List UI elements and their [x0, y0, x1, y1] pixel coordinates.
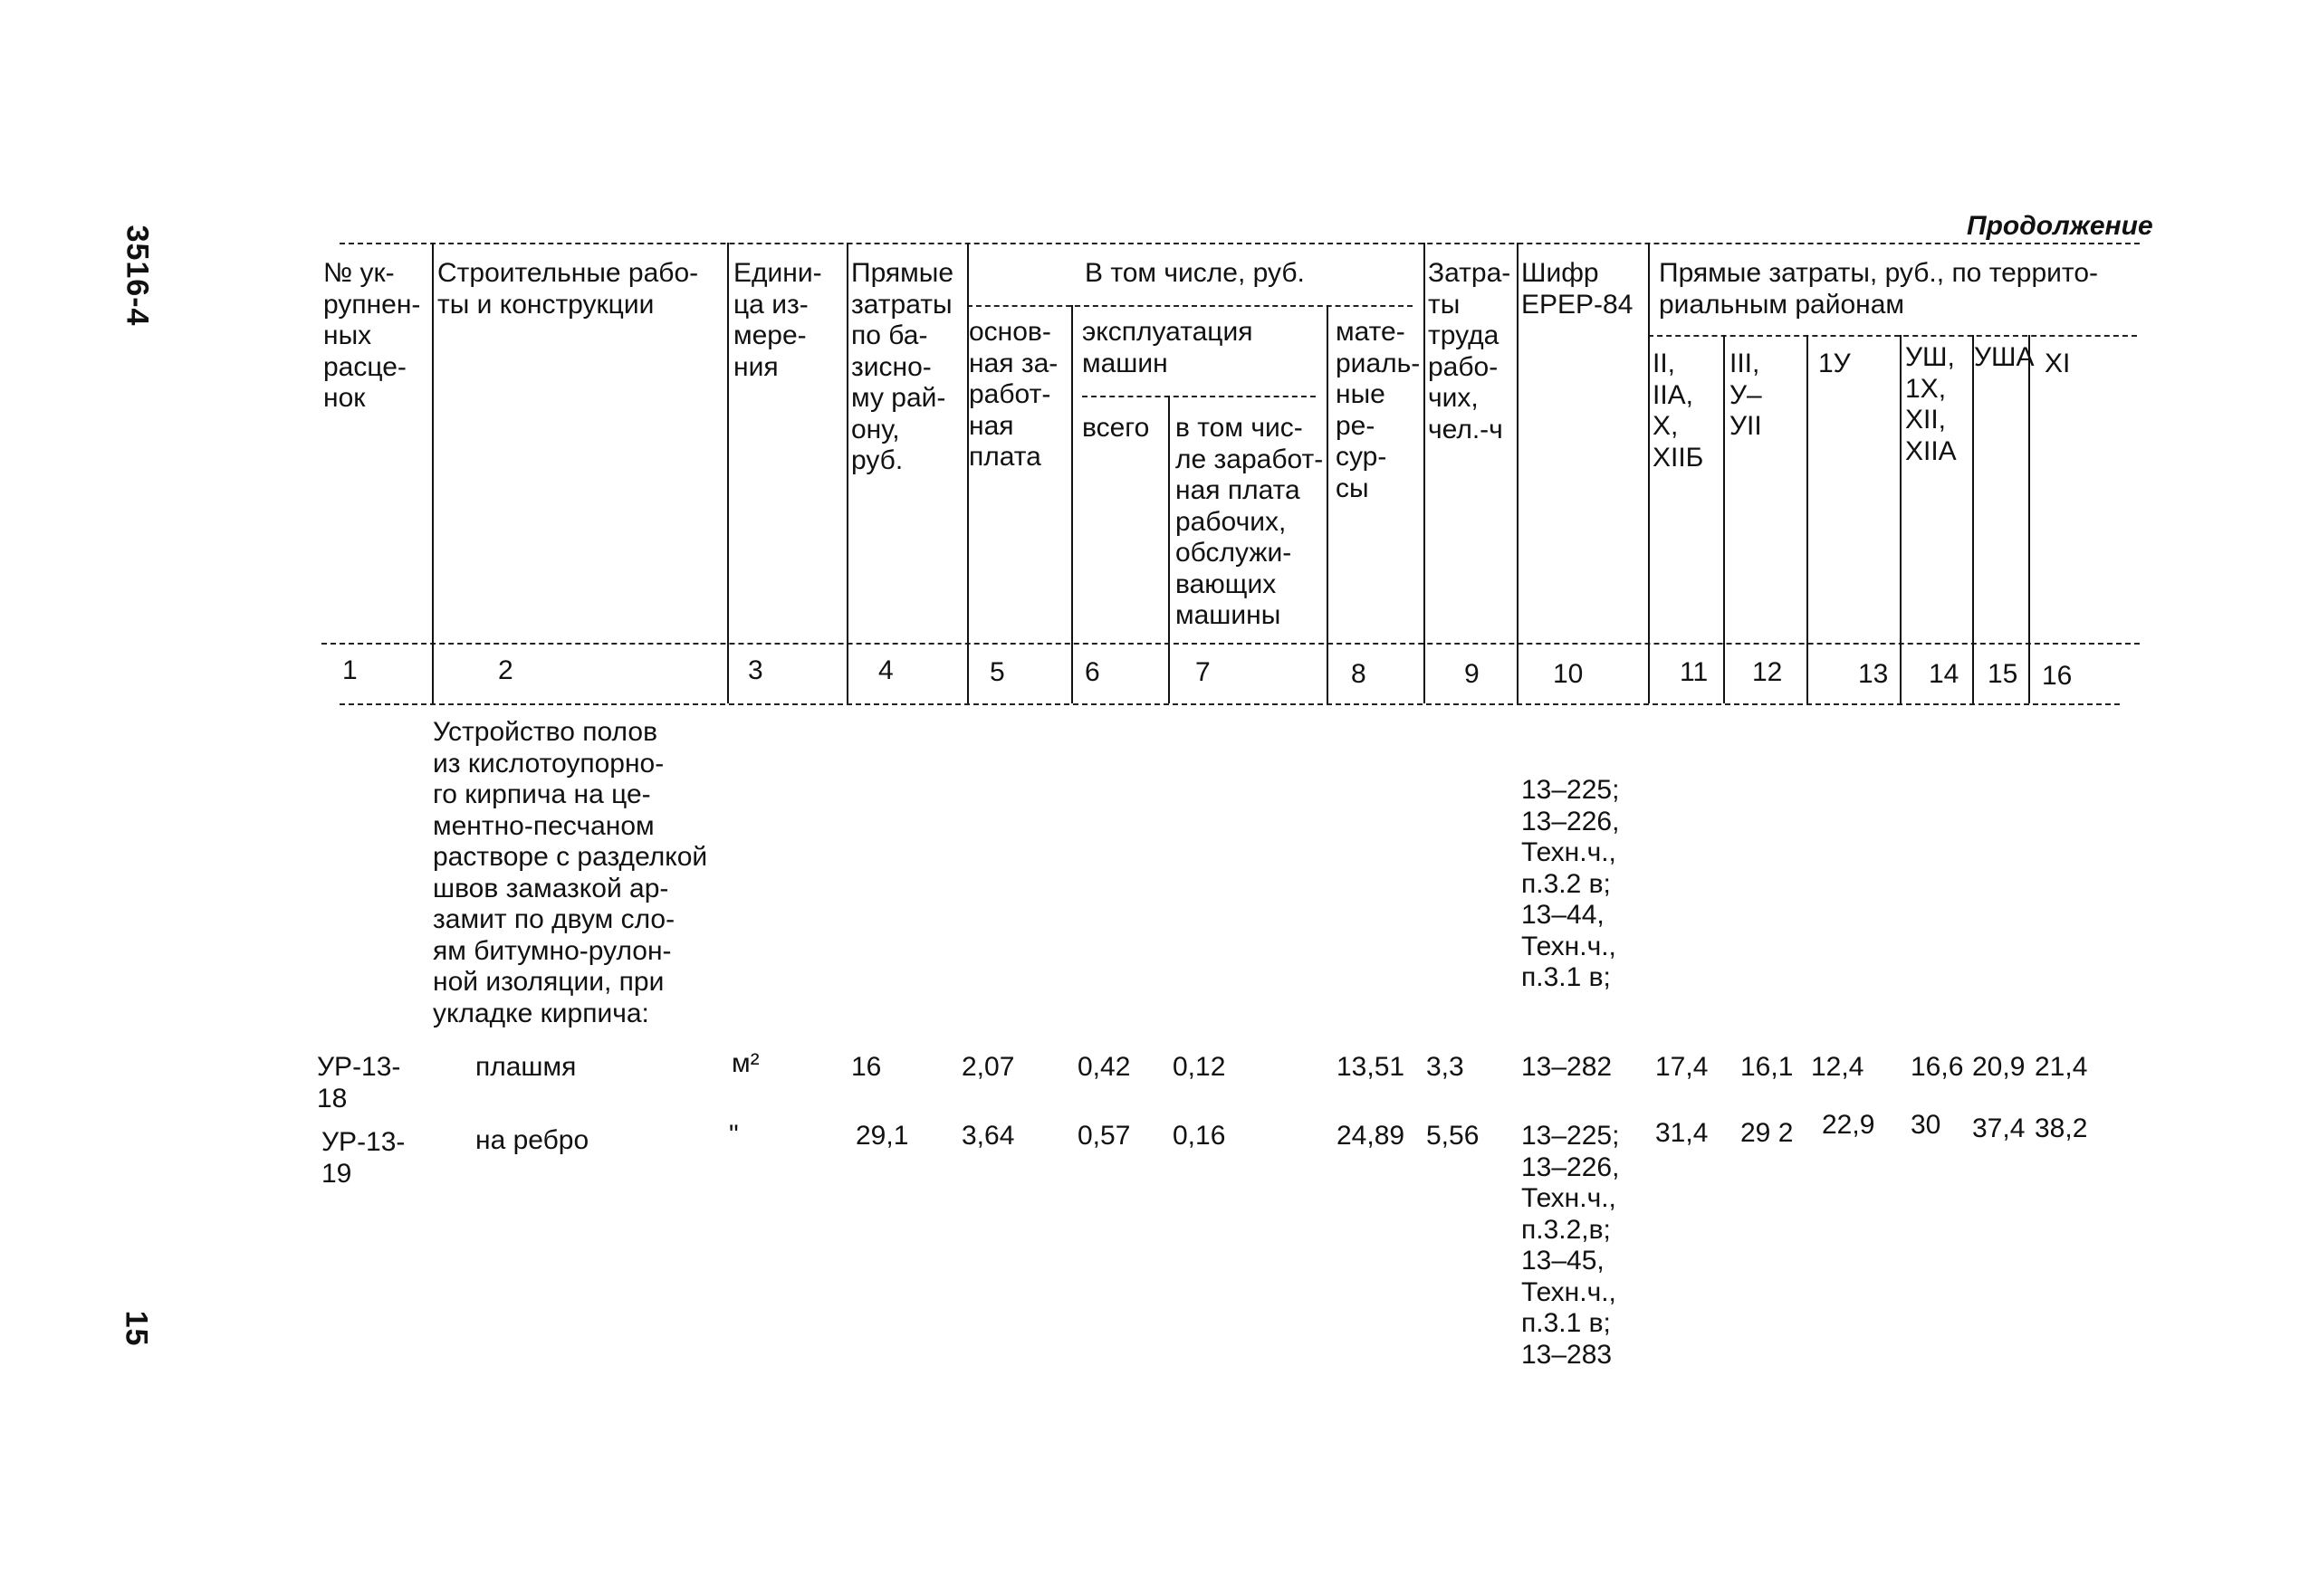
column-number: 3 [748, 655, 763, 685]
row-machines-wage: 0,12 [1173, 1052, 1226, 1082]
row-materials: 13,51 [1337, 1052, 1405, 1082]
header-group-included: В том числе, руб. [1085, 258, 1305, 288]
column-number: 15 [1988, 659, 2018, 689]
header-col-12: III, У– УII [1729, 349, 1762, 441]
header-col-3: Едини- ца из- мере- ния [733, 258, 822, 382]
row-region-15: 37,4 [1972, 1113, 2026, 1143]
column-number: 16 [2042, 661, 2073, 691]
row-name: плашмя [475, 1052, 577, 1082]
header-group-regions: Прямые затраты, руб., по террито- риальным районам [1659, 258, 2098, 320]
row-direct-cost: 16 [851, 1052, 882, 1082]
section-code-reference: 13–225; 13–226, Техн.ч., п.3.2 в; 13–44, Техн.ч., п.3.1 в; [1521, 775, 1620, 992]
header-col-5: основ- ная за- работ- ная плата [969, 317, 1059, 472]
header-col-1: № ук- рупнен- ных расце- нок [323, 258, 421, 413]
header-col-6: всего [1082, 413, 1150, 443]
header-col-8: мате- риаль- ные ре- сур- сы [1336, 317, 1421, 503]
row-region-14: 30 [1911, 1110, 1941, 1140]
row-labor: 3,3 [1426, 1052, 1464, 1082]
row-name: на ребро [475, 1125, 589, 1155]
page-number: 15 [119, 1310, 154, 1347]
section-title: Устройство полов из кислотоупорно- го кирпича на це- ментно-песчаном растворе с разделкой швов замазкой ар- замит по двум сло- ям битумно-рулон- ной изоляции, при укладке кирпича: [433, 717, 708, 1028]
column-number: 13 [1858, 659, 1889, 689]
header-col-16: ХI [2045, 349, 2071, 378]
row-region-11: 31,4 [1655, 1118, 1709, 1148]
row-region-13: 22,9 [1822, 1110, 1875, 1140]
row-region-16: 38,2 [2035, 1113, 2088, 1143]
column-number: 4 [878, 655, 894, 685]
column-number: 8 [1351, 659, 1366, 689]
row-region-15: 20,9 [1972, 1052, 2026, 1082]
row-machines-total: 0,57 [1078, 1121, 1131, 1151]
row-labor: 5,56 [1426, 1121, 1480, 1151]
row-region-14: 16,6 [1911, 1052, 1964, 1082]
row-id: УР-13- 19 [321, 1127, 406, 1189]
row-machines-wage: 0,16 [1173, 1121, 1226, 1151]
document-number: 3516-4 [120, 225, 155, 327]
header-col-10: Шифр ЕРЕР-84 [1521, 258, 1634, 320]
row-region-13: 12,4 [1811, 1052, 1864, 1082]
column-number: 11 [1680, 657, 1709, 687]
row-machines-total: 0,42 [1078, 1052, 1131, 1082]
header-col-9: Затра- ты труда рабо- чих, чел.-ч [1428, 258, 1511, 444]
header-col-2: Строительные рабо- ты и конструкции [437, 258, 699, 320]
header-col-15: УША [1974, 342, 2035, 372]
column-number: 12 [1752, 657, 1783, 687]
row-unit: м² [732, 1048, 760, 1078]
column-number: 14 [1929, 659, 1959, 689]
column-number: 5 [990, 657, 1005, 687]
row-region-12: 16,1 [1740, 1052, 1794, 1082]
row-wage: 2,07 [962, 1052, 1015, 1082]
header-col-7: в том чис- ле заработ- ная плата рабочих, обслужи- вающих машины [1175, 413, 1324, 630]
row-direct-cost: 29,1 [856, 1121, 909, 1151]
row-id: УР-13- 18 [317, 1052, 401, 1113]
row-wage: 3,64 [962, 1121, 1015, 1151]
row-code: 13–225; 13–226, Техн.ч., п.3.2,в; 13–45, Техн.ч., п.3.1 в; 13–283 [1521, 1121, 1620, 1370]
row-code: 13–282 [1521, 1052, 1613, 1082]
row-region-11: 17,4 [1655, 1052, 1709, 1082]
header-col-11: II, IIA, X, XIIБ [1653, 349, 1704, 473]
header-col-13: 1У [1818, 349, 1851, 378]
column-number: 10 [1553, 659, 1584, 689]
column-number: 2 [498, 655, 513, 685]
row-unit: " [729, 1120, 739, 1150]
row-materials: 24,89 [1337, 1121, 1405, 1151]
column-number: 9 [1464, 659, 1480, 689]
header-col-4: Прямые затраты по ба- зисно- му рай- ону, руб. [851, 258, 954, 475]
row-region-16: 21,4 [2035, 1052, 2088, 1082]
header-group-machines: эксплуатация машин [1082, 317, 1253, 378]
column-number: 7 [1195, 657, 1211, 687]
header-col-14: УШ, 1Х, ХII, ХIIА [1905, 342, 1957, 466]
row-region-12: 29 2 [1740, 1118, 1794, 1148]
column-number: 1 [342, 655, 358, 685]
continuation-label: Продолжение [1967, 211, 2153, 241]
column-number: 6 [1085, 657, 1100, 687]
